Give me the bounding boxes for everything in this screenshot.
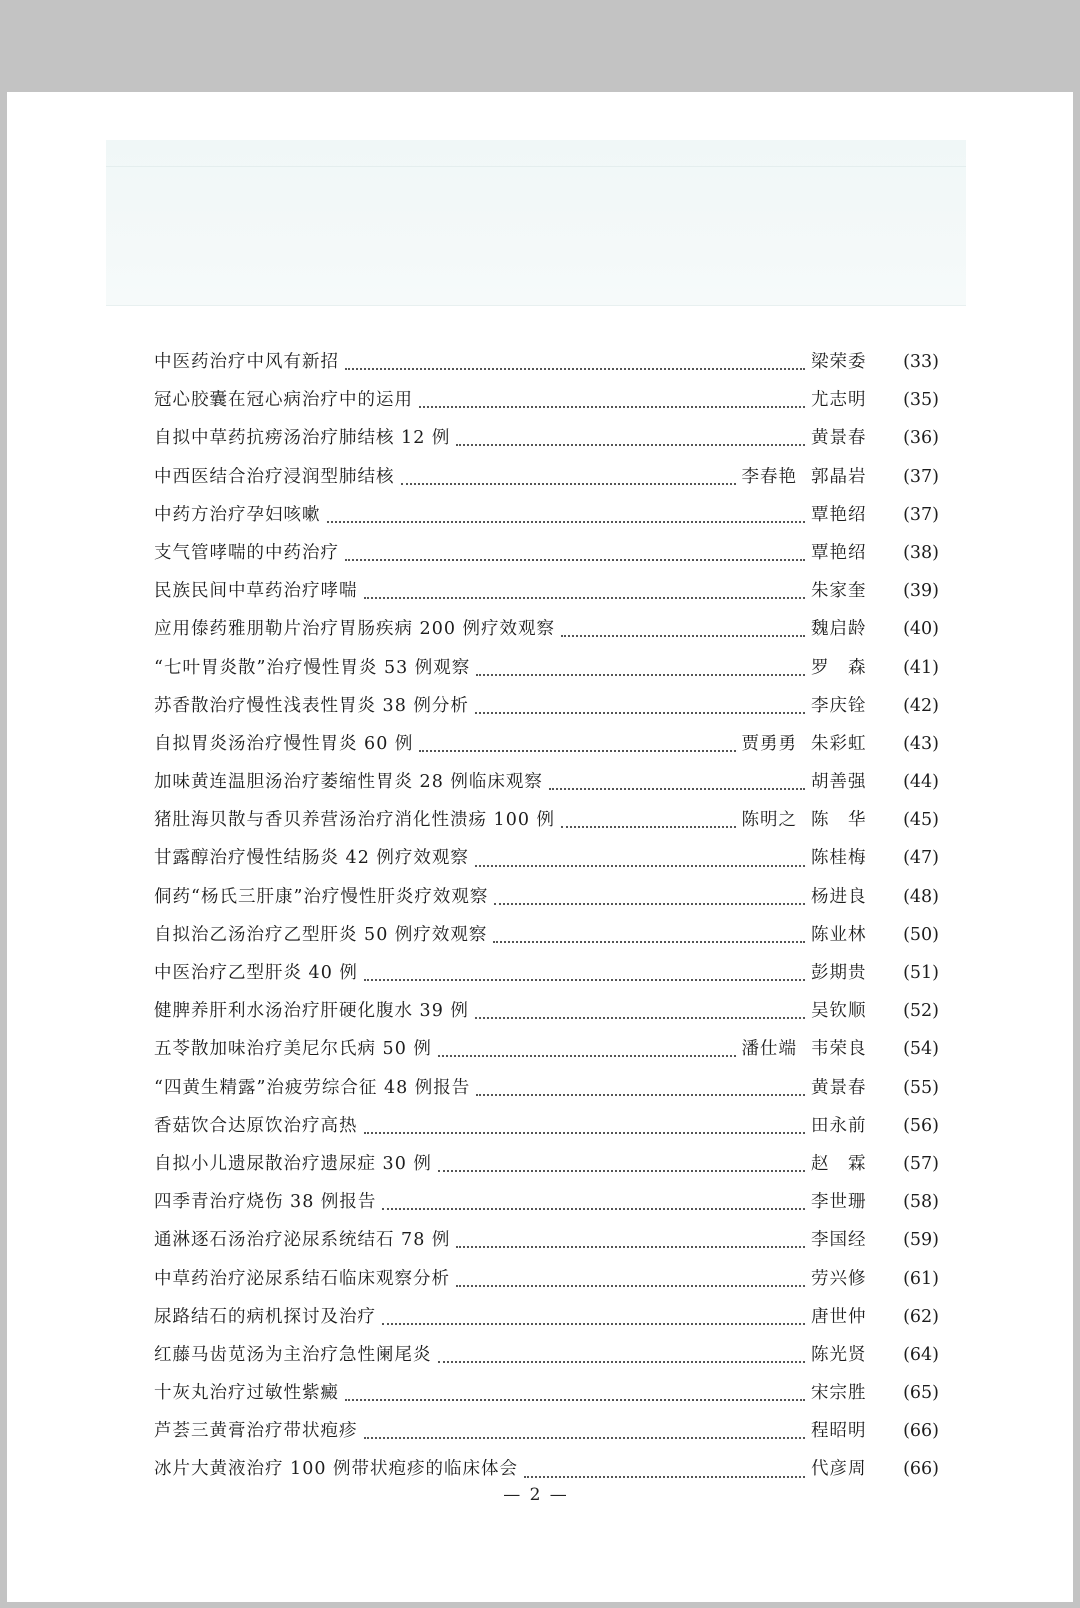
toc-entry-title: “七叶胃炎散”治疗慢性胃炎 53 例观察 xyxy=(154,657,471,678)
toc-entry-page: (54) xyxy=(903,1039,939,1060)
toc-entry-title: 芦荟三黄膏治疗带状疱疹 xyxy=(154,1421,358,1442)
dot-leader xyxy=(345,1399,805,1401)
dot-leader xyxy=(476,674,805,676)
toc-entry-page: (61) xyxy=(903,1268,939,1289)
table-of-contents xyxy=(154,348,939,1494)
toc-entry-author: 罗 森 xyxy=(811,657,867,678)
toc-entry-title: 自拟小儿遗尿散治疗遗尿症 30 例 xyxy=(154,1153,432,1174)
toc-entry-author: 彭期贵 xyxy=(811,963,867,983)
toc-entry-page: (50) xyxy=(903,924,939,945)
dot-leader xyxy=(364,979,805,981)
toc-entry-title: 中药方治疗孕妇咳嗽 xyxy=(154,504,321,525)
header-rule xyxy=(106,166,966,167)
scanned-sheet xyxy=(7,92,1073,1602)
toc-entry-author: 陈业林 xyxy=(811,924,867,945)
toc-entry-page: (36) xyxy=(903,428,939,449)
dot-leader xyxy=(475,712,805,714)
toc-entry-page: (40) xyxy=(903,619,939,640)
toc-entry-author: 唐世仲 xyxy=(811,1306,867,1327)
toc-entry-title: 中西医结合治疗浸润型肺结核 xyxy=(154,466,395,487)
dot-leader xyxy=(382,1323,805,1325)
dot-leader xyxy=(438,1170,805,1172)
toc-entry-title: 自拟胃炎汤治疗慢性胃炎 60 例 xyxy=(154,733,414,754)
toc-entry-author: 陈桂梅 xyxy=(811,848,867,869)
toc-entry-page: (39) xyxy=(903,581,939,602)
toc-entry-title: 中医药治疗中风有新招 xyxy=(154,352,339,372)
dot-leader xyxy=(456,444,805,446)
toc-entry-author: 魏启龄 xyxy=(811,619,867,640)
toc-entry-page: (47) xyxy=(903,848,939,869)
toc-entry-author: 覃艳绍 xyxy=(811,542,867,563)
toc-entry-title: 五苓散加味治疗美尼尔氏病 50 例 xyxy=(154,1039,432,1060)
toc-entry xyxy=(154,615,939,653)
toc-entry-page: (37) xyxy=(903,466,939,487)
toc-entry xyxy=(154,768,939,806)
toc-entry xyxy=(154,1112,939,1150)
toc-entry-page: (41) xyxy=(903,657,939,678)
toc-entry xyxy=(154,386,939,424)
dot-leader xyxy=(494,903,805,905)
toc-entry-author: 梁荣委 xyxy=(811,352,867,372)
toc-entry-title: 苏香散治疗慢性浅表性胃炎 38 例分析 xyxy=(154,695,469,716)
toc-entry-page: (64) xyxy=(903,1344,939,1365)
toc-entry-page: (38) xyxy=(903,542,939,563)
toc-entry-title: 红藤马齿苋汤为主治疗急性阑尾炎 xyxy=(154,1344,432,1365)
toc-entry-page: (44) xyxy=(903,772,939,793)
dot-leader xyxy=(475,1017,805,1019)
toc-entry-page: (37) xyxy=(903,504,939,525)
toc-entry-author: 胡善强 xyxy=(811,772,867,793)
toc-entry-title: 应用傣药雅朋勒片治疗胃肠疾病 200 例疗效观察 xyxy=(154,619,556,640)
toc-entry-title: 四季青治疗烧伤 38 例报告 xyxy=(154,1192,377,1213)
toc-entry-author: 程昭明 xyxy=(811,1421,867,1442)
toc-entry-page: (43) xyxy=(903,733,939,754)
toc-entry-author: 朱彩虹 xyxy=(811,733,867,754)
toc-entry-title: 猪肚海贝散与香贝养营汤治疗消化性溃疡 100 例 xyxy=(154,810,556,831)
toc-entry-page: (48) xyxy=(903,886,939,907)
toc-entry-page: (51) xyxy=(903,963,939,983)
toc-entry xyxy=(154,692,939,730)
dot-leader xyxy=(401,483,736,485)
toc-entry-page: (52) xyxy=(903,1001,939,1022)
toc-entry-title: 中医治疗乙型肝炎 40 例 xyxy=(154,963,358,983)
toc-entry-author: 田永前 xyxy=(811,1115,867,1136)
toc-entry-title: 甘露醇治疗慢性结肠炎 42 例疗效观察 xyxy=(154,848,469,869)
toc-entry xyxy=(154,844,939,882)
toc-entry xyxy=(154,997,939,1035)
toc-entry-author: 劳兴修 xyxy=(811,1268,867,1289)
toc-entry xyxy=(154,921,939,959)
toc-entry xyxy=(154,1379,939,1417)
dot-leader xyxy=(419,406,805,408)
dot-leader xyxy=(327,521,806,523)
toc-entry-page: (62) xyxy=(903,1306,939,1327)
toc-entry-title: 十灰丸治疗过敏性紫癜 xyxy=(154,1383,339,1404)
toc-entry-coauthor: 李春艳 xyxy=(741,466,797,487)
toc-entry-title: “四黄生精露”治疲劳综合征 48 例报告 xyxy=(154,1077,471,1098)
toc-entry-title: 加味黄连温胆汤治疗萎缩性胃炎 28 例临床观察 xyxy=(154,772,543,793)
toc-entry-page: (42) xyxy=(903,695,939,716)
document-page xyxy=(106,140,966,1575)
toc-entry-coauthor: 陈明之 xyxy=(741,810,797,831)
toc-entry-title: 冠心胶囊在冠心病治疗中的运用 xyxy=(154,390,413,411)
toc-entry-page: (66) xyxy=(903,1421,939,1442)
toc-entry-page: (33) xyxy=(903,352,939,372)
toc-entry xyxy=(154,348,939,386)
dot-leader xyxy=(419,750,735,752)
toc-entry-author: 杨进良 xyxy=(811,886,867,907)
toc-entry-page: (58) xyxy=(903,1192,939,1213)
dot-leader xyxy=(456,1246,805,1248)
toc-entry-author: 李世珊 xyxy=(811,1192,867,1213)
dot-leader xyxy=(364,597,806,599)
toc-entry-title: 中草药治疗泌尿系结石临床观察分析 xyxy=(154,1268,450,1289)
toc-entry xyxy=(154,463,939,501)
toc-entry-title: 尿路结石的病机探讨及治疗 xyxy=(154,1306,376,1327)
dot-leader xyxy=(364,1437,806,1439)
toc-entry xyxy=(154,959,939,997)
toc-entry-author: 黄景春 xyxy=(811,1077,867,1098)
toc-entry xyxy=(154,1074,939,1112)
dot-leader xyxy=(493,941,805,943)
toc-entry-title: 香菇饮合达原饮治疗高热 xyxy=(154,1115,358,1136)
toc-entry-title: 通淋逐石汤治疗泌尿系统结石 78 例 xyxy=(154,1230,451,1251)
toc-entry-title: 自拟治乙汤治疗乙型肝炎 50 例疗效观察 xyxy=(154,924,488,945)
dot-leader xyxy=(438,1055,736,1057)
toc-entry-author: 韦荣良 xyxy=(811,1039,867,1060)
toc-entry-coauthor: 贾勇勇 xyxy=(741,733,797,754)
toc-entry xyxy=(154,1188,939,1226)
toc-entry-page: (45) xyxy=(903,810,939,831)
toc-entry-title: 健脾养肝利水汤治疗肝硬化腹水 39 例 xyxy=(154,1001,469,1022)
toc-entry-page: (66) xyxy=(903,1459,939,1480)
toc-entry-title: 冰片大黄液治疗 100 例带状疱疹的临床体会 xyxy=(154,1459,519,1480)
toc-entry xyxy=(154,1417,939,1455)
toc-entry-author: 李庆铨 xyxy=(811,695,867,716)
toc-entry xyxy=(154,883,939,921)
toc-entry-page: (56) xyxy=(903,1115,939,1136)
toc-entry xyxy=(154,1226,939,1264)
toc-entry xyxy=(154,806,939,844)
toc-entry-page: (65) xyxy=(903,1383,939,1404)
toc-entry xyxy=(154,654,939,692)
toc-entry-author: 陈 华 xyxy=(811,810,867,831)
toc-entry-author: 赵 霖 xyxy=(811,1153,867,1174)
dot-leader xyxy=(524,1476,805,1478)
dot-leader xyxy=(438,1361,806,1363)
page-number: — 2 — xyxy=(503,1485,569,1505)
toc-entry-title: 支气管哮喘的中药治疗 xyxy=(154,542,339,563)
dot-leader xyxy=(382,1208,805,1210)
toc-entry-author: 郭晶岩 xyxy=(811,466,867,487)
toc-entry xyxy=(154,577,939,615)
toc-entry xyxy=(154,1265,939,1303)
toc-entry xyxy=(154,539,939,577)
dot-leader xyxy=(345,559,805,561)
toc-entry-author: 宋宗胜 xyxy=(811,1383,867,1404)
dot-leader xyxy=(476,1094,805,1096)
dot-leader xyxy=(475,865,805,867)
toc-entry xyxy=(154,1341,939,1379)
toc-entry-page: (59) xyxy=(903,1230,939,1251)
toc-entry-title: 侗药“杨氏三肝康”治疗慢性肝炎疗效观察 xyxy=(154,886,489,907)
dot-leader xyxy=(345,368,805,370)
dot-leader xyxy=(561,635,805,637)
toc-entry-page: (35) xyxy=(903,390,939,411)
toc-entry-author: 李国经 xyxy=(811,1230,867,1251)
toc-entry-author: 黄景春 xyxy=(811,428,867,449)
toc-entry-author: 朱家奎 xyxy=(811,581,867,602)
dot-leader xyxy=(549,788,805,790)
toc-entry-page: (57) xyxy=(903,1153,939,1174)
toc-entry-author: 覃艳绍 xyxy=(811,504,867,525)
toc-entry-title: 自拟中草药抗痨汤治疗肺结核 12 例 xyxy=(154,428,451,449)
toc-entry xyxy=(154,1150,939,1188)
dot-leader xyxy=(364,1132,806,1134)
toc-entry xyxy=(154,730,939,768)
toc-entry-title: 民族民间中草药治疗哮喘 xyxy=(154,581,358,602)
toc-entry xyxy=(154,1035,939,1073)
dot-leader xyxy=(561,826,735,828)
toc-entry-author: 吴钦顺 xyxy=(811,1001,867,1022)
toc-entry-author: 尤志明 xyxy=(811,390,867,411)
toc-entry-author: 陈光贤 xyxy=(811,1344,867,1365)
toc-entry xyxy=(154,1303,939,1341)
toc-entry xyxy=(154,424,939,462)
toc-entry-page: (55) xyxy=(903,1077,939,1098)
toc-entry-coauthor: 潘仕端 xyxy=(741,1039,797,1060)
toc-entry xyxy=(154,501,939,539)
dot-leader xyxy=(456,1285,805,1287)
toc-entry-author: 代彦周 xyxy=(811,1459,867,1480)
